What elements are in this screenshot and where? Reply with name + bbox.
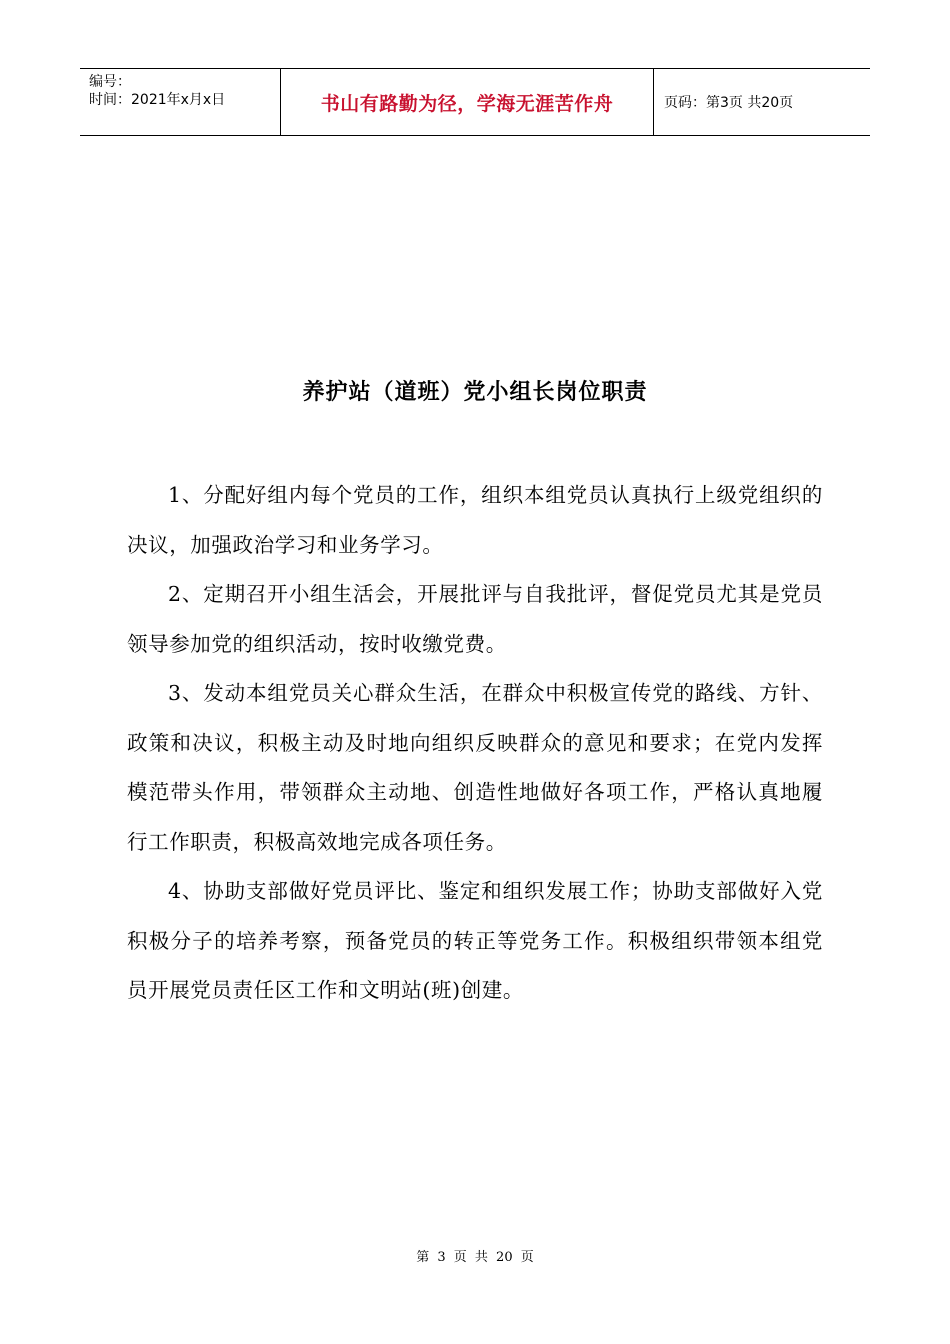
header-page-info: 页码：第3页 共20页 (664, 95, 794, 111)
document-title: 养护站（道班）党小组长岗位职责 (302, 379, 648, 405)
paragraph-4: 4、协助支部做好党员评比、鉴定和组织发展工作；协助支部做好入党积极分子的培养考察，预备党员的转正等党务工作。积极组织带领本组党员开展党员责任区工作和文明站(班)创建。 (127, 879, 823, 1002)
time-label: 时间：2021年x月x日 (89, 92, 226, 108)
paragraph-1: 1、分配好组内每个党员的工作，组织本组党员认真执行上级党组织的决议，加强政治学习和业务学习。 (127, 483, 823, 557)
page-footer: 第 3 页 共 20 页 (416, 1250, 534, 1265)
header-meta-cell (80, 69, 281, 135)
paragraph-3: 3、发动本组党员关心群众生活，在群众中积极宣传党的路线、方针、政策和决议，积极主动及时地向组织反映群众的意见和要求；在党内发挥模范带头作用，带领群众主动地、创造性地做好各项工作，严格认真地履行工作职责，积极高效地完成各项任务。 (127, 681, 823, 854)
paragraph-2: 2、定期召开小组生活会，开展批评与自我批评，督促党员尤其是党员领导参加党的组织活动，按时收缴党费。 (127, 582, 823, 656)
page-header (80, 68, 870, 136)
number-label: 编号： (89, 74, 131, 90)
header-motto: 书山有路勤为径，学海无涯苦作舟 (281, 69, 654, 135)
document-body (127, 471, 823, 1016)
